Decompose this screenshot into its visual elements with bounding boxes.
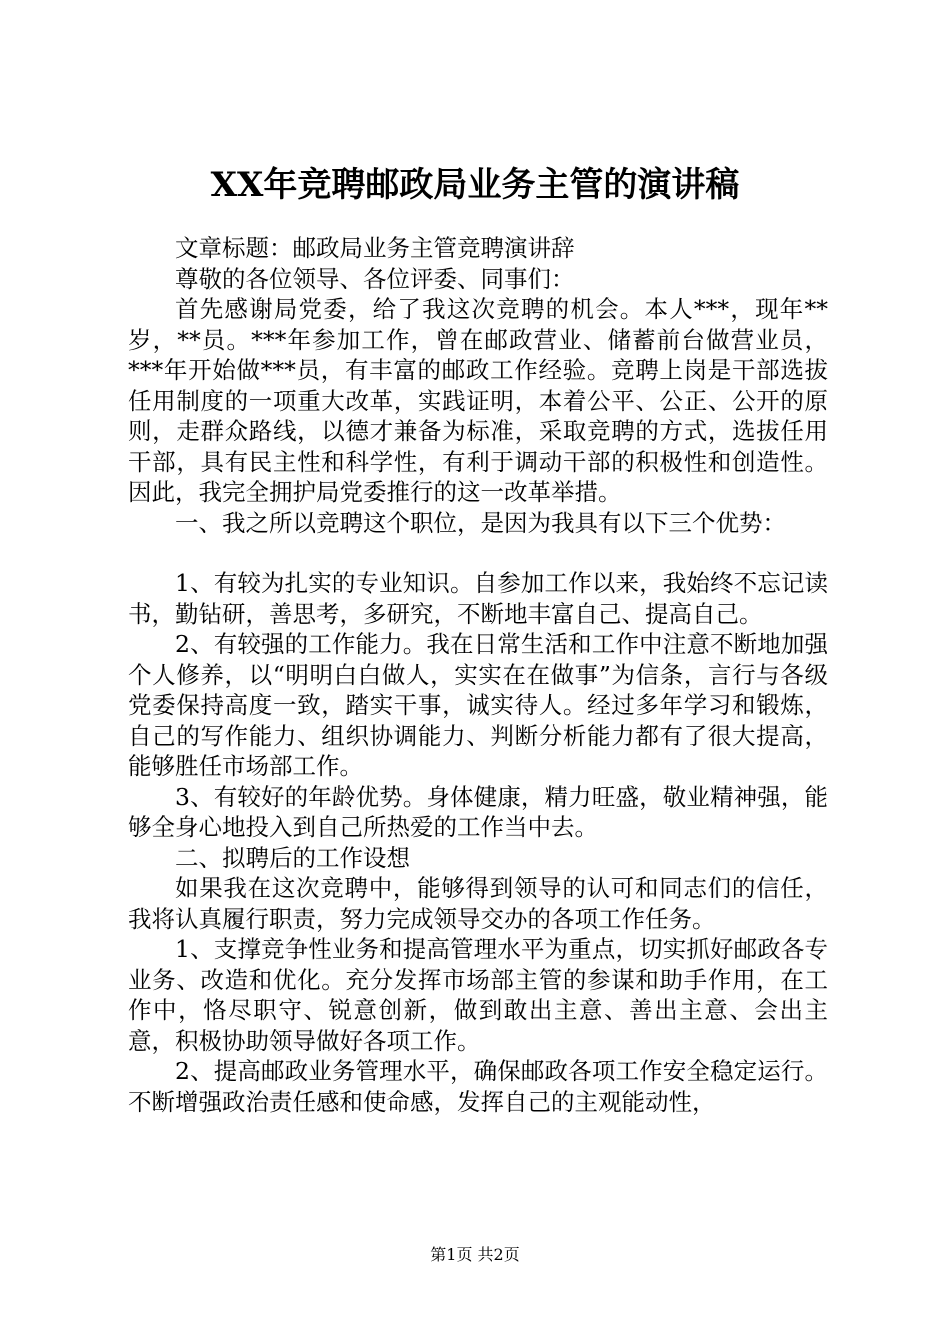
paragraph-plan-one: 1、支撑竞争性业务和提高管理水平为重点，切实抓好邮政各专业务、改造和优化。充分发挥市场部主管的参谋和助手作用，在工作中，恪尽职守、锐意创新，做到敢出主意、善出主意、会出主意，积极协助领导做好各项工作。	[128, 935, 828, 1055]
paragraph-plan-two: 2、提高邮政业务管理水平，确保邮政各项工作安全稳定运行。不断增强政治责任感和使命感，发挥自己的主观能动性，	[128, 1057, 828, 1116]
paragraph-advantage-two: 2、有较强的工作能力。我在日常生活和工作中注意不断地加强个人修养，以“明明白白做人，实实在在做事”为信条，言行与各级党委保持高度一致，踏实干事，诚实待人。经过多年学习和锻炼，自己的写作能力、组织协调能力、判断分析能力都有了很大提高，能够胜任市场部工作。	[128, 630, 828, 780]
paragraph-advantage-one: 1、有较为扎实的专业知识。自参加工作以来，我始终不忘记读书，勤钻研，善思考，多研究，不断地丰富自己、提高自己。	[128, 569, 828, 628]
paragraph-introduction: 首先感谢局党委，给了我这次竞聘的机会。本人***，现年**岁，**员。***年参加工作，曾在邮政营业、储蓄前台做营业员，***年开始做***员，有丰富的邮政工作经验。竞聘上岗是干部选拔任用制度的一项重大改革，实践证明，本着公平、公正、公开的原则，走群众路线，以德才兼备为标准，采取竞聘的方式，选拔任用干部，具有民主性和科学性，有利于调动干部的积极性和创造性。因此，我完全拥护局党委推行的这一改革举措。	[128, 295, 828, 506]
paragraph-advantage-three: 3、有较好的年龄优势。身体健康，精力旺盛，敬业精神强，能够全身心地投入到自己所热爱的工作当中去。	[128, 782, 828, 841]
paragraph-section-two-heading: 二、拟聘后的工作设想	[175, 843, 410, 872]
page-number-footer: 第1页 共2页	[430, 1245, 520, 1264]
paragraph-article-title: 文章标题：邮政局业务主管竞聘演讲辞	[175, 234, 575, 262]
paragraph-salutation: 尊敬的各位领导、各位评委、同事们：	[175, 264, 575, 293]
document-title: XX年竞聘邮政局业务主管的演讲稿	[210, 165, 740, 205]
paragraph-section-one-heading: 一、我之所以竞聘这个职位，是因为我具有以下三个优势：	[175, 508, 786, 537]
paragraph-plan-intro: 如果我在这次竞聘中，能够得到领导的认可和同志们的信任，我将认真履行职责，努力完成领导交办的各项工作任务。	[128, 874, 828, 933]
document-body	[128, 233, 828, 1117]
